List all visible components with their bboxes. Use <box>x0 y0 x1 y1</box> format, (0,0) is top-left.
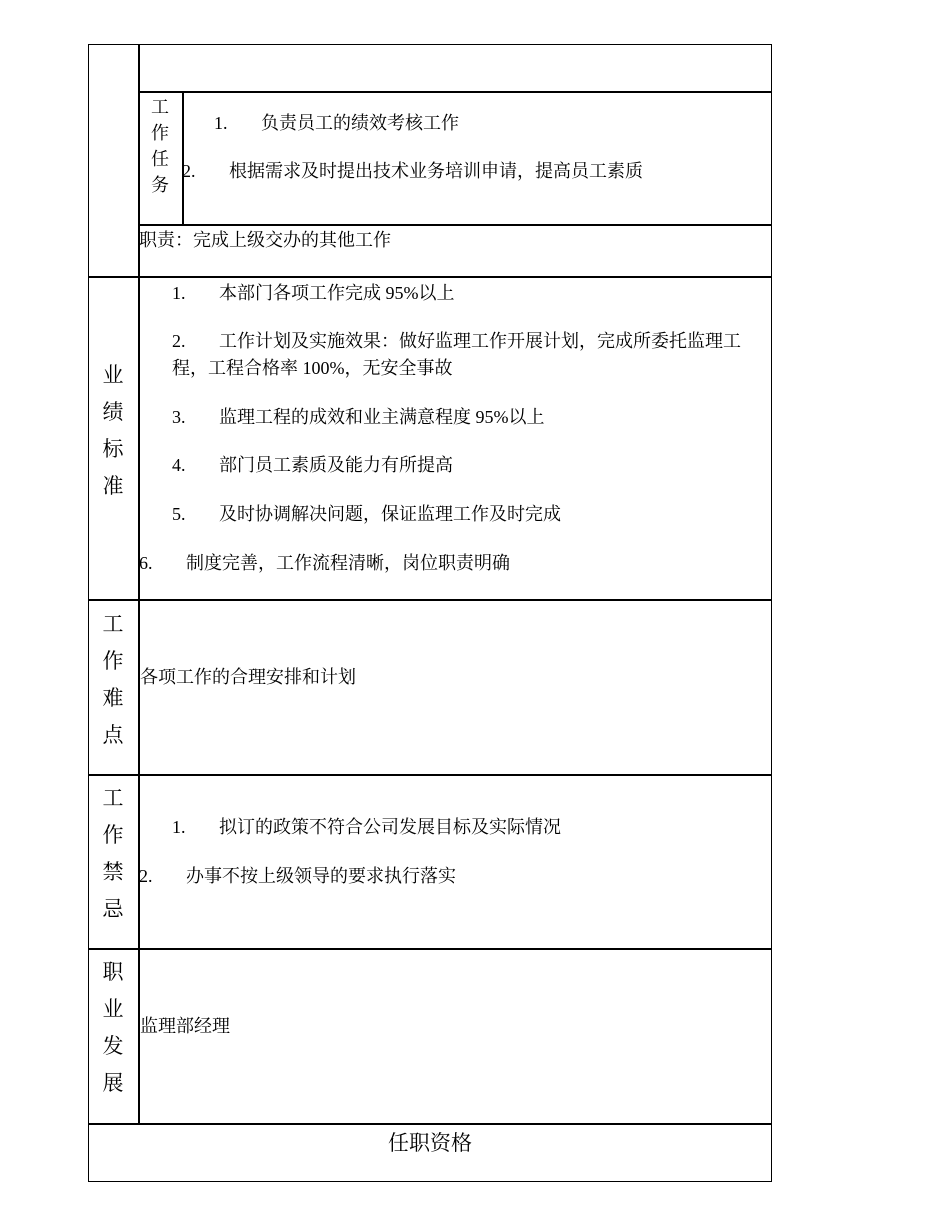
item-number: 2. <box>182 161 196 181</box>
item-number: 2. <box>172 331 186 351</box>
item-text: 部门员工素质及能力有所提高 <box>219 455 453 475</box>
performance-item <box>172 404 545 430</box>
item-text: 制度完善，工作流程清晰，岗位职责明确 <box>186 553 510 573</box>
row-divider <box>88 774 772 776</box>
item-text: 及时协调解决问题，保证监理工作及时完成 <box>219 504 561 524</box>
performance-item <box>172 280 455 306</box>
task-item <box>182 158 643 184</box>
performance-label <box>88 357 138 505</box>
row-divider <box>88 276 772 278</box>
difficulty-label-char: 难 <box>102 686 124 710</box>
row-divider <box>88 599 772 601</box>
performance-label-char: 业 <box>102 363 124 387</box>
duty-text: 职责：完成上级交办的其他工作 <box>139 230 391 250</box>
row-divider <box>138 224 772 226</box>
job-description-table <box>88 44 772 1182</box>
task-label-char: 工 <box>151 97 169 117</box>
taboo-label-char: 作 <box>102 823 124 847</box>
performance-label-char: 准 <box>102 474 124 498</box>
item-text: 监理工程的成效和业主满意程度 95%以上 <box>219 407 545 427</box>
career-label <box>88 954 138 1102</box>
task-label <box>138 94 182 198</box>
difficulty-label <box>88 606 138 754</box>
item-text: 办事不按上级领导的要求执行落实 <box>186 866 456 886</box>
taboo-label-char: 忌 <box>102 897 124 921</box>
performance-label-char: 标 <box>102 437 124 461</box>
performance-item <box>172 452 453 478</box>
task-item <box>214 110 459 136</box>
row-divider <box>88 948 772 950</box>
taboo-item <box>139 863 456 889</box>
task-label-char: 作 <box>151 123 169 143</box>
item-text: 负责员工的绩效考核工作 <box>261 113 459 133</box>
performance-item <box>172 501 561 527</box>
career-text: 监理部经理 <box>140 1016 230 1036</box>
row-divider <box>138 91 772 93</box>
task-label-char: 务 <box>151 175 169 195</box>
table-border <box>88 44 772 1182</box>
item-number: 3. <box>172 407 186 427</box>
career-label-char: 业 <box>102 997 124 1021</box>
taboo-label <box>88 780 138 928</box>
label-column-divider <box>138 44 140 1124</box>
taboo-item <box>172 814 561 840</box>
career-label-char: 职 <box>102 960 124 984</box>
item-number: 1. <box>214 113 228 133</box>
item-number: 6. <box>139 553 153 573</box>
task-label-char: 任 <box>151 149 169 169</box>
item-number: 1. <box>172 283 186 303</box>
taboo-label-char: 禁 <box>102 860 124 884</box>
item-number: 5. <box>172 504 186 524</box>
item-number: 1. <box>172 817 186 837</box>
item-text: 本部门各项工作完成 95%以上 <box>219 283 455 303</box>
performance-item <box>172 328 741 354</box>
item-text: 拟订的政策不符合公司发展目标及实际情况 <box>219 817 561 837</box>
taboo-label-char: 工 <box>102 786 124 810</box>
row-divider <box>88 1123 772 1125</box>
item-text: 工作计划及实施效果：做好监理工作开展计划，完成所委托监理工 <box>219 331 741 351</box>
difficulty-label-char: 工 <box>102 612 124 636</box>
item-number: 2. <box>139 866 153 886</box>
item-number: 4. <box>172 455 186 475</box>
performance-item-continuation: 程，工程合格率 100%，无安全事故 <box>172 358 453 378</box>
item-text: 根据需求及时提出技术业务培训申请，提高员工素质 <box>229 161 643 181</box>
difficulty-text: 各项工作的合理安排和计划 <box>140 667 356 687</box>
difficulty-label-char: 点 <box>102 723 124 747</box>
performance-item <box>139 550 510 576</box>
performance-label-char: 绩 <box>102 400 124 424</box>
career-label-char: 发 <box>102 1034 124 1058</box>
difficulty-label-char: 作 <box>102 649 124 673</box>
career-label-char: 展 <box>102 1071 124 1095</box>
qualification-title: 任职资格 <box>388 1131 472 1155</box>
